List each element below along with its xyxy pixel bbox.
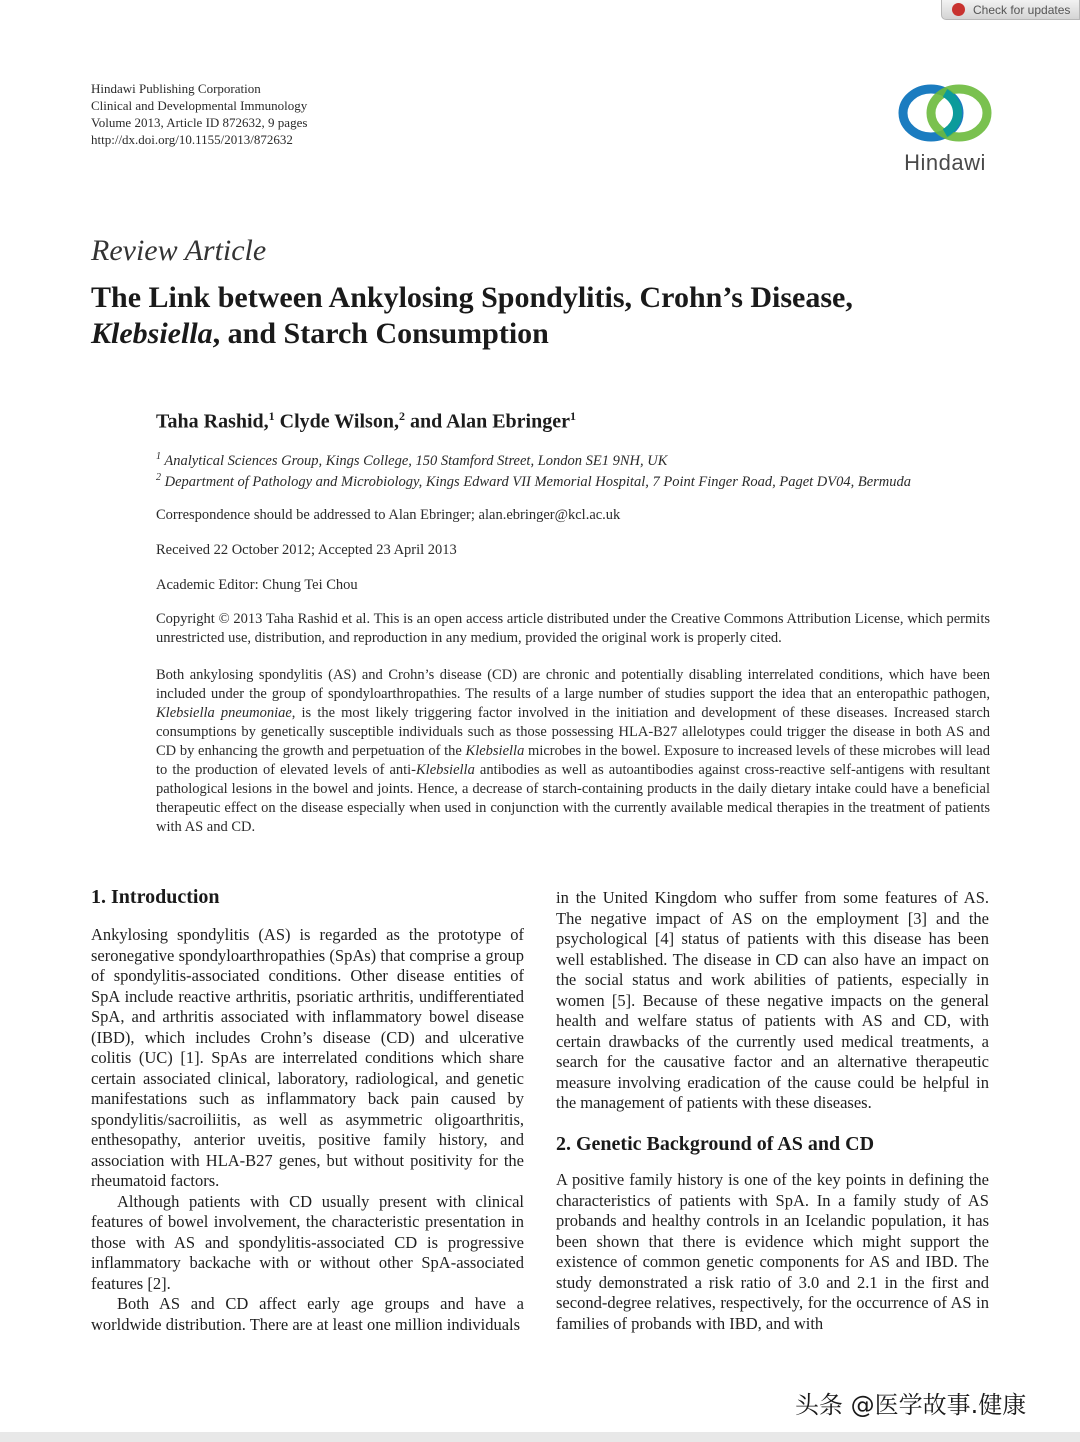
author-sup: 2 <box>398 409 405 423</box>
copyright-notice: Copyright © 2013 Taha Rashid et al. This is an open access article distributed under the Creative Commons Attribution License, which permits unrestricted use, distribution, and reproduction in any medium, provided the original work is properly cited. <box>156 611 990 646</box>
check-for-updates-button[interactable] <box>941 0 1080 20</box>
bottom-bar <box>0 1432 1080 1442</box>
abstract-italic: Klebsiella <box>465 743 525 759</box>
journal-header <box>91 80 307 148</box>
right-column-bottom <box>556 1170 989 1334</box>
affiliation-text: Department of Pathology and Microbiology, Kings Edward VII Memorial Hospital, 7 Point Finger Road, Paget DV04, Bermuda <box>164 473 912 490</box>
volume-info: Volume 2013, Article ID 872632, 9 pages <box>91 115 308 130</box>
logo-wordmark: Hindawi <box>904 150 986 175</box>
correspondence: Correspondence should be addressed to Alan Ebringer; alan.ebringer@kcl.ac.uk <box>156 507 621 523</box>
author-sup: 1 <box>268 409 275 423</box>
paragraph: Ankylosing spondylitis (AS) is regarded as the prototype of seronegative spondyloarthropathies (SpAs) that comprise a group of spondylitis-associated conditions. Other disease entities of SpA include reactive arthritis, psoriatic arthritis, undifferentiated SpA, and arthritis associated with inflammatory bowel disease (IBD), which includes Crohn’s disease (CD) and ulcerative colitis (UC) [1]. SpAs are interrelated conditions which share certain associated clinical, laboratory, radiological, and genetic manifestations such as inflammatory back pain caused by spondylitis/sacroiliitis, as well as asymmetric oligoarthritis, enthesopathy, anterior uveitis, positive family history, and association with HLA-B27 genes, but without positivity for the rheumatoid factors. <box>91 925 524 1190</box>
update-icon <box>952 3 965 16</box>
author-list <box>156 409 576 434</box>
article-type: Review Article <box>91 234 267 267</box>
title-part-1: The Link between Ankylosing Spondylitis, Crohn’s Disease, <box>91 281 853 314</box>
abstract-text: Both ankylosing spondylitis (AS) and Crohn’s disease (CD) are chronic and potentially disabling interrelated conditions, which have been included under the group of spondyloarthropathies. The results of a large number of studies support the idea that an enteropathic pathogen, <box>156 667 990 702</box>
received-date: Received 22 October 2012; Accepted 23 April 2013 <box>156 542 457 558</box>
paragraph: Although patients with CD usually present with clinical features of bowel involvement, the characteristic presentation in those with AS and spondylitis-associated CD is progressive inflammatory backache with or without other SpA-associated features [2]. <box>91 1191 524 1293</box>
affiliation-sup: 2 <box>156 472 161 483</box>
author-name: Taha Rashid, <box>156 410 269 433</box>
paragraph: in the United Kingdom who suffer from some features of AS. The negative impact of AS on the employment [3] and the psychological [4] status of patients with this disease has been well established. The disease in CD can also have an impact on the social status and work abilities of patients, especially in women [5]. Because of these negative impacts on the general health and welfare status of patients with AS and CD, with certain drawbacks of the currently used medical treatments, a search for the causative factor and an alternative therapeutic measure involving eradication of the cause could be helpful in the management of patients with these diseases. <box>556 888 989 1112</box>
abstract-italic: Klebsiella pneumoniae <box>156 705 292 721</box>
abstract-text: antibodies as well as autoantibodies against cross-reactive self-antigens with resultant pathological lesions in the bowel and joints. Hence, a decrease of starch-containing products in the daily dietary intake could have a beneficial therapeutic effect on the disease especially when used in conjunction with the currently available medical therapies in the treatment of patients with AS and CD. <box>156 762 990 835</box>
abstract <box>156 666 990 837</box>
publisher: Hindawi Publishing Corporation <box>91 81 261 96</box>
title-italic: Klebsiella <box>91 317 213 350</box>
affiliation-2 <box>156 472 911 491</box>
abstract-text: , is the most likely triggering factor involved in the initiation and development of these diseases. Increased starch consumptions by genetically susceptible individuals such as those possessing HLA-B27 allelotypes could trigger the disease in both AS and CD by enhancing the growth and perpetuation of the <box>156 705 991 759</box>
author-name: and Alan Ebringer <box>404 410 570 433</box>
paragraph: Both AS and CD affect early age groups and have a worldwide distribution. There are at least one million individuals <box>91 1294 524 1334</box>
affiliation-text: Analytical Sciences Group, Kings College, 150 Stamford Street, London SE1 9NH, UK <box>164 452 668 469</box>
author-name: Clyde Wilson, <box>274 410 399 433</box>
title-part-2: , and Starch Consumption <box>212 317 549 350</box>
article-title <box>91 280 971 352</box>
section-heading-genetic-background: 2. Genetic Background of AS and CD <box>556 1133 875 1155</box>
section-heading-introduction: 1. Introduction <box>91 886 220 908</box>
paragraph: A positive family history is one of the key points in defining the characteristics of patients with SpA. In a family study of AS probands and healthy controls in an Icelandic population, it has been shown that there is evidence which might support the existence of common genetic components for AS and IBD. The study demonstrated a risk ratio of 3.0 and 2.1 in the first and second-degree relatives, respectively, for the occurrence of AS in families of probands with IBD, and with <box>556 1170 989 1333</box>
academic-editor: Academic Editor: Chung Tei Chou <box>156 577 358 593</box>
affiliation-sup: 1 <box>156 451 161 462</box>
watermark: 头条 @医学故事.健康 <box>795 1391 1027 1419</box>
abstract-italic: Klebsiella <box>416 762 475 778</box>
left-column <box>91 925 524 1335</box>
affiliation-1 <box>156 451 667 470</box>
journal-name: Clinical and Developmental Immunology <box>91 98 308 113</box>
check-for-updates-label: Check for updates <box>973 2 1071 17</box>
author-sup: 1 <box>570 409 576 423</box>
abstract-text: microbes in the bowel. Exposure to increased levels of these microbes will lead to the production of elevated levels of anti- <box>156 743 990 778</box>
right-column-top <box>556 888 989 1114</box>
doi-link[interactable]: http://dx.doi.org/10.1155/2013/872632 <box>91 132 293 147</box>
